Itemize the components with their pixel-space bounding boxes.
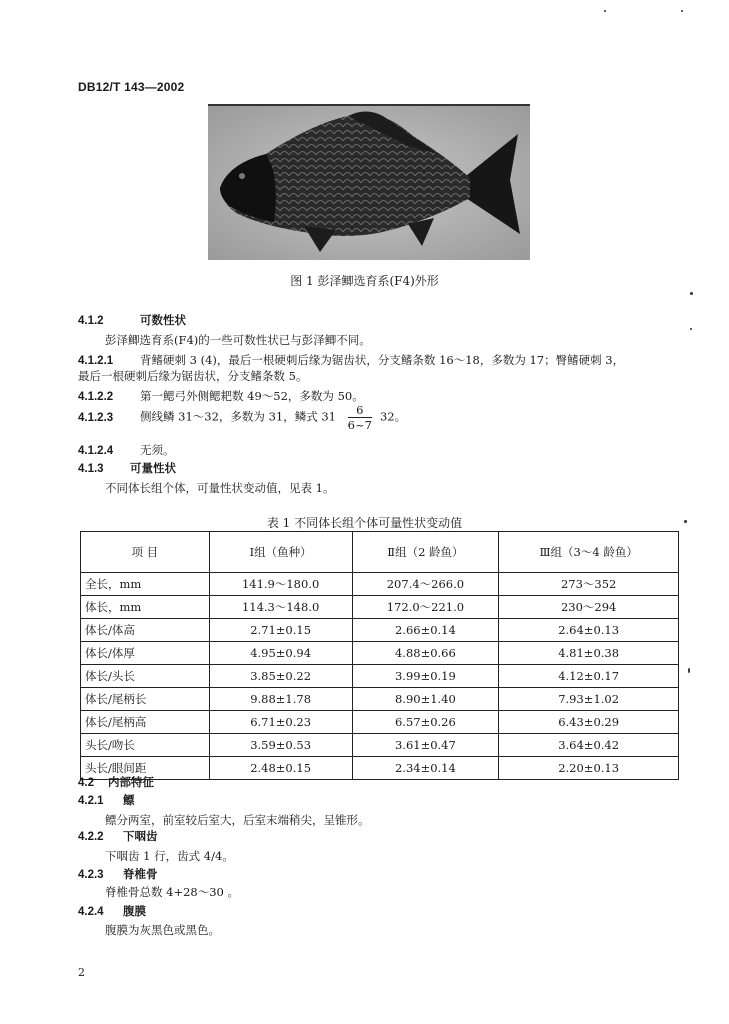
table-cell: 4.88±0.66 (352, 642, 499, 665)
table-cell: 114.3～148.0 (209, 596, 352, 619)
section-4-2-2-heading: 4.2.2 下咽齿 (78, 831, 158, 843)
table-cell: 体长/体高 (81, 619, 210, 642)
table-cell: 7.93±1.02 (499, 688, 679, 711)
section-4-1-2-3: 4.1.2.3 侧线鳞 31～32，多数为 31，鳞式 31 $\frac{6}{6\sim 7}$ 32。 (78, 403, 407, 432)
table-cell: 4.81±0.38 (499, 642, 679, 665)
table-cell: 3.99±0.19 (352, 665, 499, 688)
section-4-1-3-paragraph: 不同体长组个体，可量性状变动值，见表 1。 (105, 481, 335, 495)
section-4-2-heading: 4.2 内部特征 (78, 777, 154, 789)
table-cell: 141.9～180.0 (209, 573, 352, 596)
table-row (81, 642, 679, 665)
section-4-2-4-heading: 4.2.4 腹膜 (78, 906, 146, 918)
section-4-2-1-heading: 4.2.1 鳔 (78, 795, 135, 807)
section-4-1-2-paragraph: 彭泽鲫选育系(F4)的一些可数性状已与彭泽鲫不同。 (105, 333, 371, 347)
table-cell: 3.85±0.22 (209, 665, 352, 688)
table-cell: 体长/尾柄长 (81, 688, 210, 711)
scan-speck (688, 668, 690, 673)
table-cell: 体长，mm (81, 596, 210, 619)
table-cell: 207.4～266.0 (352, 573, 499, 596)
table-header-cell: Ⅰ组（鱼种） (209, 532, 352, 573)
table-cell: 体长/体厚 (81, 642, 210, 665)
scan-speck (604, 10, 606, 12)
table-cell: 2.66±0.14 (352, 619, 499, 642)
section-4-2-3-paragraph: 脊椎骨总数 4+28～30 。 (105, 885, 240, 899)
section-4-2-3-heading: 4.2.3 脊椎骨 (78, 869, 158, 881)
table-row (81, 688, 679, 711)
table-row (81, 573, 679, 596)
table-cell: 4.12±0.17 (499, 665, 679, 688)
table-header-cell: Ⅱ组（2 龄鱼） (352, 532, 499, 573)
table-cell: 6.43±0.29 (499, 711, 679, 734)
section-4-1-2-2: 4.1.2.2 第一鳃弓外侧鳃耙数 49～52，多数为 50。 (78, 389, 364, 403)
table-row (81, 665, 679, 688)
table-cell: 3.59±0.53 (209, 734, 352, 757)
section-4-1-2-heading: 4.1.2 可数性状 (78, 315, 186, 327)
table-cell: 体长/尾柄高 (81, 711, 210, 734)
table-cell: 4.95±0.94 (209, 642, 352, 665)
table-row (81, 619, 679, 642)
table-cell: 3.64±0.42 (499, 734, 679, 757)
scan-speck (684, 520, 687, 523)
table-cell: 6.71±0.23 (209, 711, 352, 734)
document-code-header: DB12/T 143—2002 (78, 80, 185, 94)
table-header-cell: 项 目 (81, 532, 210, 573)
scan-speck (690, 292, 693, 295)
table-cell: 9.88±1.78 (209, 688, 352, 711)
table-row (81, 596, 679, 619)
section-4-1-2-4: 4.1.2.4 无须。 (78, 443, 175, 457)
section-4-2-2-paragraph: 下咽齿 1 行，齿式 4/4。 (105, 849, 234, 863)
table-cell: 2.34±0.14 (352, 757, 499, 780)
table-1 (80, 531, 679, 780)
table-cell: 2.71±0.15 (209, 619, 352, 642)
table-row (81, 757, 679, 780)
table-header-cell: Ⅲ组（3～4 龄鱼） (499, 532, 679, 573)
table-row (81, 711, 679, 734)
section-4-2-1-paragraph: 鳔分两室，前室较后室大，后室末端稍尖，呈锥形。 (105, 813, 370, 827)
fish-photo (208, 104, 530, 260)
section-4-1-3-heading: 4.1.3 可量性状 (78, 463, 176, 475)
section-4-1-2-1: 4.1.2.1 背鳍硬刺 3 (4)，最后一根硬刺后缘为锯齿状，分支鳍条数 16～18，多数为 17；臀鳍硬刺 3， (78, 353, 625, 367)
scan-speck (690, 328, 692, 330)
section-4-2-4-paragraph: 腹膜为灰黑色或黑色。 (105, 923, 220, 937)
fish-illustration (208, 106, 530, 260)
table-cell: 8.90±1.40 (352, 688, 499, 711)
table-cell: 273～352 (499, 573, 679, 596)
scale-formula-fraction: $\frac{6}{6\sim 7}$ (347, 403, 372, 432)
table-cell: 3.61±0.47 (352, 734, 499, 757)
section-4-1-2-1-continued: 最后一根硬刺后缘为锯齿状，分支鳍条数 5。 (78, 369, 308, 383)
table-cell: 2.20±0.13 (499, 757, 679, 780)
table-cell: 230～294 (499, 596, 679, 619)
table-cell: 头长/眼间距 (81, 757, 210, 780)
table-1-caption: 表 1 不同体长组个体可量性状变动值 (266, 516, 463, 530)
table-cell: 头长/吻长 (81, 734, 210, 757)
page-number: 2 (78, 966, 85, 979)
table-header-row (81, 532, 679, 573)
scan-speck (681, 10, 683, 12)
table-cell: 2.48±0.15 (209, 757, 352, 780)
table-cell: 体长/头长 (81, 665, 210, 688)
figure-caption: 图 1 彭泽鲫选育系(F4)外形 (290, 274, 439, 288)
table-cell: 172.0～221.0 (352, 596, 499, 619)
table-cell: 6.57±0.26 (352, 711, 499, 734)
table-cell: 全长，mm (81, 573, 210, 596)
table-cell: 2.64±0.13 (499, 619, 679, 642)
table-row (81, 734, 679, 757)
